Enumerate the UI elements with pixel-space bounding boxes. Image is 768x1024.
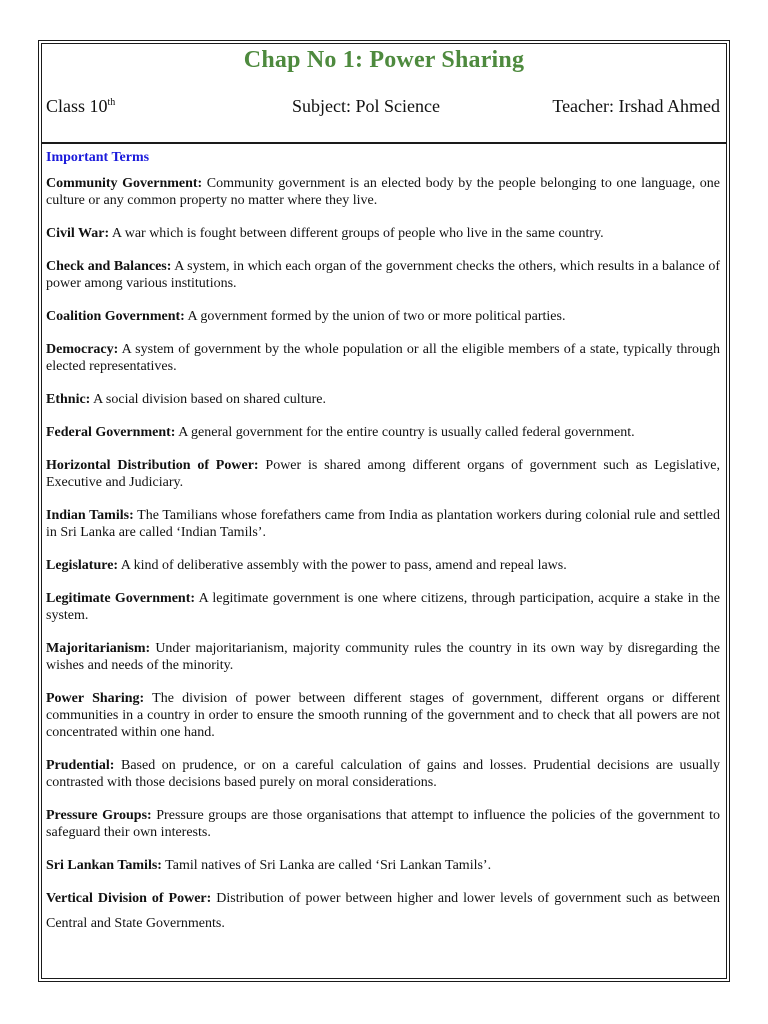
term-item (46, 507, 720, 541)
class-text: Class 10 (46, 96, 108, 116)
term-definition: The Tamilians whose forefathers came from India as plantation workers during colonial rule and settled in Sri Lanka are called ‘Indian Tamils’. (46, 508, 720, 540)
term-item (46, 557, 720, 574)
terms-content (46, 149, 720, 952)
header-meta-row (46, 96, 720, 122)
term-item (46, 175, 720, 209)
term-item (46, 886, 720, 936)
term-name: Sri Lankan Tamils: (46, 858, 162, 873)
term-definition: Under majoritarianism, majority community rules the country in its own way by disregarding the wishes and needs of the minority. (46, 641, 720, 673)
term-item (46, 457, 720, 491)
term-name: Coalition Government: (46, 309, 185, 324)
term-name: Community Government: (46, 176, 203, 191)
term-definition: Distribution of power between higher and lower levels of government such as between Central and State Governments. (46, 891, 720, 931)
term-name: Democracy: (46, 342, 119, 357)
term-name: Majoritarianism: (46, 641, 151, 656)
term-name: Power Sharing: (46, 691, 145, 706)
term-definition: A general government for the entire country is usually called federal government. (175, 425, 635, 440)
term-name: Civil War: (46, 226, 110, 241)
term-name: Vertical Division of Power: (46, 891, 212, 906)
document-frame (38, 40, 730, 982)
subject-label: Subject: Pol Science (292, 96, 440, 116)
term-definition: Community government is an elected body by the people belonging to one language, one culture or any common property no matter where they live. (46, 176, 720, 208)
term-name: Pressure Groups: (46, 808, 152, 823)
term-item (46, 424, 720, 441)
page-title: Chap No 1: Power Sharing (243, 47, 525, 73)
term-name: Federal Government: (46, 425, 176, 440)
term-definition: A system, in which each organ of the government checks the others, which results in a balance of power among various institutions. (46, 259, 720, 291)
term-definition: A war which is fought between different groups of people who live in the same country. (109, 226, 604, 241)
term-item (46, 225, 720, 242)
class-label (46, 96, 115, 117)
section-heading: Important Terms (46, 150, 150, 165)
term-name: Prudential: (46, 758, 115, 773)
term-definition: The division of power between different stages of government, different organs or different communities in a country in order to ensure the smooth running of the government and to check that all powers are not concentrated within one hand. (46, 691, 720, 740)
teacher-label: Teacher: Irshad Ahmed (552, 96, 720, 116)
term-item (46, 341, 720, 375)
term-definition: A legitimate government is one where citizens, through participation, acquire a stake in the system. (46, 591, 720, 623)
term-definition: A social division based on shared culture. (90, 392, 326, 407)
term-item (46, 391, 720, 408)
term-item (46, 807, 720, 841)
class-superscript: th (107, 97, 116, 108)
term-name: Legislature: (46, 558, 119, 573)
term-name: Indian Tamils: (46, 508, 134, 523)
document-inner-border (41, 43, 727, 979)
term-item (46, 690, 720, 741)
term-definition: Power is shared among different organs of government such as Legislative, Executive and Judiciary. (46, 458, 720, 490)
term-name: Ethnic: (46, 392, 91, 407)
term-item (46, 857, 720, 874)
term-definition: A government formed by the union of two or more political parties. (184, 309, 566, 324)
term-definition: A system of government by the whole population or all the eligible members of a state, typically through elected representatives. (46, 342, 720, 374)
term-item (46, 757, 720, 791)
term-definition: Based on prudence, or on a careful calculation of gains and losses. Prudential decisions are usually contrasted with those decisions based purely on moral considerations. (46, 758, 720, 790)
term-name: Check and Balances: (46, 259, 172, 274)
term-item (46, 590, 720, 624)
term-name: Horizontal Distribution of Power: (46, 458, 259, 473)
term-item (46, 640, 720, 674)
term-definition: Tamil natives of Sri Lanka are called ‘Sri Lankan Tamils’. (161, 858, 492, 873)
term-item (46, 308, 720, 325)
term-definition: Pressure groups are those organisations that attempt to influence the policies of the government to safeguard their own interests. (46, 808, 721, 840)
term-name: Legitimate Government: (46, 591, 196, 606)
term-definition: A kind of deliberative assembly with the power to pass, amend and repeal laws. (118, 558, 567, 573)
term-item (46, 258, 720, 292)
document-header (42, 44, 726, 144)
